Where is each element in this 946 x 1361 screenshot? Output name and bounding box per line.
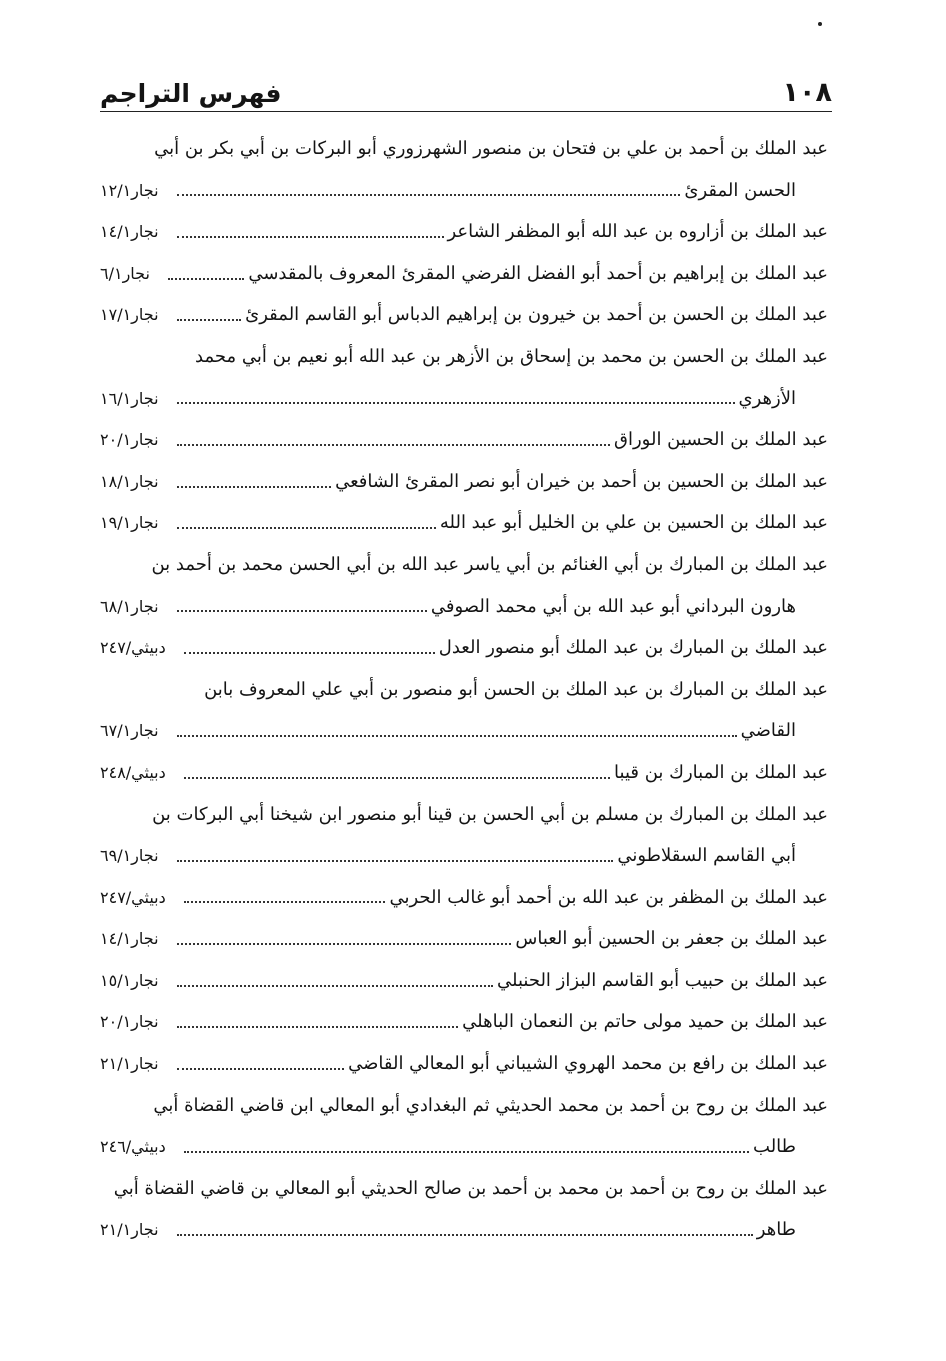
entry-reference: نجار٢٠/١ xyxy=(100,430,159,450)
index-entry-line xyxy=(100,627,828,669)
leader-dots xyxy=(177,985,493,987)
index-entry-line xyxy=(100,710,828,752)
entry-name: عبد الملك بن الحسين بن أحمد بن خيران أبو نصر المقرئ الشافعي xyxy=(335,470,828,492)
entry-name: عبد الملك بن روح بن أحمد بن محمد بن أحمد بن صالح الحديثي أبو المعالي بن قاضي القضاة أبي xyxy=(113,1177,828,1199)
index-entry-line xyxy=(100,419,828,461)
leader-dots xyxy=(177,402,735,404)
leader-dots xyxy=(177,236,444,238)
entry-name: عبد الملك بن المبارك بن مسلم بن أبي الحسن بن قينا أبو منصور ابن شيخنا أبي البركات بن xyxy=(152,803,828,825)
entry-reference: دبيثي/٢٤٨ xyxy=(100,762,166,782)
leader-dots xyxy=(177,1234,753,1236)
index-entry-line xyxy=(100,586,828,628)
leader-dots xyxy=(177,444,610,446)
entry-name: عبد الملك بن أحمد بن علي بن فتحان بن منصور الشهرزوري أبو البركات بن أبي بكر بن أبي xyxy=(154,138,828,159)
entry-reference: نجار١٨/١ xyxy=(100,471,159,491)
index-entry-line xyxy=(100,294,828,336)
index-entry-line xyxy=(100,1085,828,1127)
leader-dots xyxy=(184,777,610,779)
leader-dots xyxy=(177,1026,459,1028)
entry-name: أبي القاسم السقلاطوني xyxy=(617,845,796,867)
leader-dots xyxy=(177,943,512,945)
leader-dots xyxy=(168,278,244,280)
entry-name: طالب xyxy=(753,1136,796,1158)
entry-name: عبد الملك بن جعفر بن الحسين أبو العباس xyxy=(515,928,828,950)
index-entry-line xyxy=(100,544,828,586)
entry-reference: نجار٦/١ xyxy=(100,263,150,283)
header-rule xyxy=(100,111,832,112)
entry-name: عبد الملك بن الحسين بن علي بن الخليل أبو عبد الله xyxy=(439,512,828,534)
index-entry-line xyxy=(100,669,828,711)
leader-dots xyxy=(184,652,435,654)
entry-reference: نجار١٤/١ xyxy=(100,929,159,949)
index-entry-line xyxy=(100,1168,828,1210)
index-entry-line xyxy=(100,1043,828,1085)
index-entry-line xyxy=(100,211,828,253)
index-entry-line xyxy=(100,502,828,544)
entry-name: عبد الملك بن إبراهيم بن أحمد أبو الفضل الفرضي المقرئ المعروف بالمقدسي xyxy=(248,262,828,284)
entry-reference: نجار١٤/١ xyxy=(100,222,159,242)
entry-name: عبد الملك بن الحسن بن محمد بن إسحاق بن الأزهر بن عبد الله أبو نعيم بن أبي محمد xyxy=(195,345,828,367)
index-entry-line xyxy=(100,918,828,960)
stray-dot xyxy=(818,22,822,26)
leader-dots xyxy=(177,194,681,196)
index-entry-line xyxy=(100,960,828,1002)
entry-name: عبد الملك بن حميد مولى حاتم بن النعمان الباهلي xyxy=(462,1011,828,1033)
entry-reference: نجار٢١/١ xyxy=(100,1220,159,1240)
entry-name: عبد الملك بن المظفر بن عبد الله بن أحمد أبو غالب الحربي xyxy=(389,886,828,908)
leader-dots xyxy=(177,527,436,529)
page-header xyxy=(100,60,832,108)
leader-dots xyxy=(177,1068,345,1070)
entry-name: عبد الملك بن الحسين الوراق xyxy=(614,429,828,451)
leader-dots xyxy=(184,901,386,903)
entry-name: الأزهري xyxy=(738,387,796,409)
entry-name: عبد الملك بن الحسن بن أحمد بن خيرون بن إبراهيم الدباس أبو القاسم المقرئ xyxy=(245,304,828,326)
leader-dots xyxy=(177,610,427,612)
index-entry-line xyxy=(100,752,828,794)
leader-dots xyxy=(184,1151,749,1153)
entry-reference: نجار٦٩/١ xyxy=(100,846,159,866)
entry-reference: نجار١٧/١ xyxy=(100,305,159,325)
entry-reference: نجار٦٨/١ xyxy=(100,596,159,616)
entry-reference: نجار١٦/١ xyxy=(100,388,159,408)
index-entry-line xyxy=(100,1209,828,1251)
entries-list xyxy=(100,128,828,1251)
entry-name: الحسن المقرئ xyxy=(684,179,796,201)
page-number: ١٠٨ xyxy=(782,77,832,108)
leader-dots xyxy=(177,860,614,862)
index-entry-line xyxy=(100,1126,828,1168)
entry-name: عبد الملك بن رافع بن محمد الهروي الشيباني أبو المعالي القاضي xyxy=(348,1053,828,1075)
index-entry-line xyxy=(100,336,828,378)
entry-name: عبد الملك بن المبارك بن أبي الغنائم بن أبي ياسر عبد الله بن أبي الحسن محمد بن أحمد بن xyxy=(151,553,828,575)
entry-name: عبد الملك بن أزاروه بن عبد الله أبو المظفر الشاعر xyxy=(447,221,828,243)
index-entry-line xyxy=(100,128,828,170)
entry-reference: نجار٦٧/١ xyxy=(100,721,159,741)
leader-dots xyxy=(177,486,332,488)
index-entry-line xyxy=(100,170,828,212)
entry-name: القاضي xyxy=(740,720,796,742)
entry-name: عبد الملك بن المبارك بن عبد الملك بن الحسن أبو منصور بن أبي علي المعروف بابن xyxy=(204,678,828,700)
index-entry-line xyxy=(100,253,828,295)
entry-reference: دبيثي/٢٤٧ xyxy=(100,638,166,658)
entry-name: هارون البرداني أبو عبد الله بن أبي محمد الصوفي xyxy=(430,595,796,617)
entry-reference: نجار١٢/١ xyxy=(100,180,159,200)
entry-reference: نجار٢٠/١ xyxy=(100,1012,159,1032)
entry-reference: دبيثي/٢٤٦ xyxy=(100,1137,166,1157)
leader-dots xyxy=(177,735,737,737)
entry-name: عبد الملك بن روح بن أحمد بن محمد الحديثي ثم البغدادي أبو المعالي ابن قاضي القضاة أبي xyxy=(153,1094,828,1116)
entry-reference: نجار١٩/١ xyxy=(100,513,159,533)
leader-dots xyxy=(177,319,242,321)
index-entry-line xyxy=(100,378,828,420)
index-entry-line xyxy=(100,877,828,919)
entry-reference: نجار١٥/١ xyxy=(100,970,159,990)
entry-name: طاهر xyxy=(756,1219,796,1241)
page-title: فهرس التراجم xyxy=(100,79,282,108)
index-entry-line xyxy=(100,461,828,503)
entry-name: عبد الملك بن المبارك بن قيبا xyxy=(614,761,828,783)
index-entry-line xyxy=(100,835,828,877)
entry-name: عبد الملك بن حبيب أبو القاسم البزاز الحنبلي xyxy=(497,969,828,991)
entry-name: عبد الملك بن المبارك بن عبد الملك أبو منصور العدل xyxy=(438,637,828,659)
index-entry-line xyxy=(100,1001,828,1043)
index-entry-line xyxy=(100,794,828,836)
entry-reference: نجار٢١/١ xyxy=(100,1054,159,1074)
entry-reference: دبيثي/٢٤٧ xyxy=(100,887,166,907)
